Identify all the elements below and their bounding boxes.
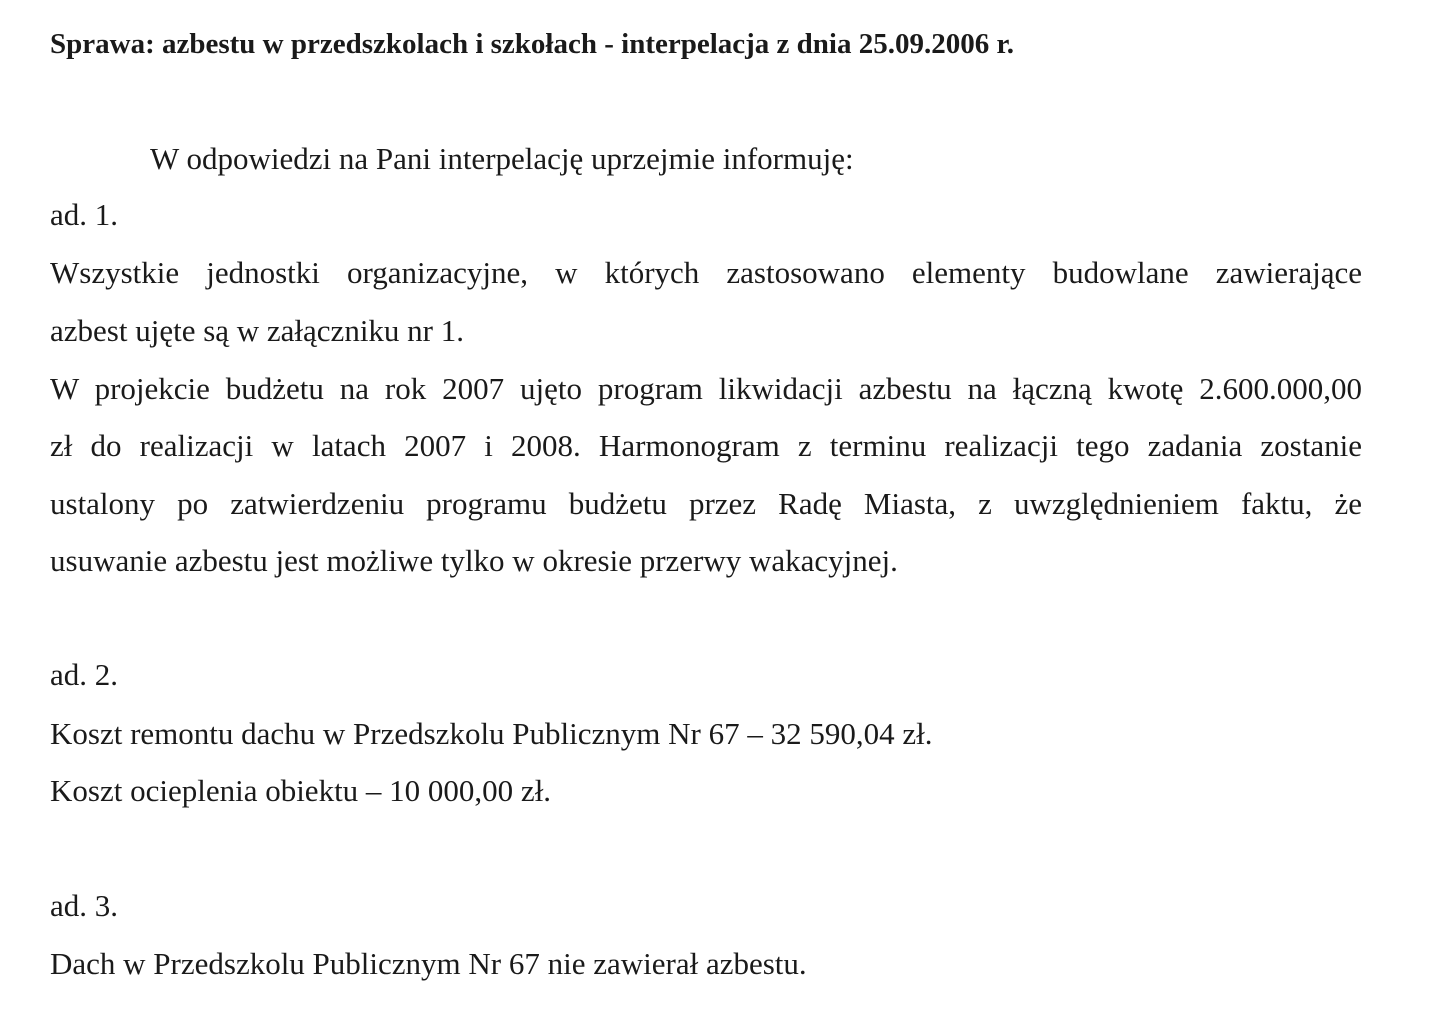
section-3-heading: ad. 3. [50,888,119,923]
section-1-line-4: zł do realizacji w latach 2007 i 2008. Harmonogram z terminu realizacji tego zadania zostanie [50,428,1362,463]
document-subject: Sprawa: azbestu w przedszkolach i szkołach - interpelacja z dnia 25.09.2006 r. [50,28,1014,60]
section-1-line-2: azbest ujęte są w załączniku nr 1. [50,313,465,348]
section-2-heading: ad. 2. [50,657,119,692]
section-3-line-1: Dach w Przedszkolu Publicznym Nr 67 nie zawierał azbestu. [50,946,807,981]
section-1-heading: ad. 1. [50,197,119,232]
section-1-line-3: W projekcie budżetu na rok 2007 ujęto program likwidacji azbestu na łączną kwotę 2.600.000,00 [50,371,1362,406]
intro-text: W odpowiedzi na Pani interpelację uprzejmie informuję: [150,141,854,176]
section-2-line-2: Koszt ocieplenia obiektu – 10 000,00 zł. [50,773,552,808]
section-1-line-6: usuwanie azbestu jest możliwe tylko w okresie przerwy wakacyjnej. [50,543,898,578]
section-1-line-5: ustalony po zatwierdzeniu programu budżetu przez Radę Miasta, z uwzględnieniem faktu, że [50,486,1362,521]
section-2-line-1: Koszt remontu dachu w Przedszkolu Publicznym Nr 67 – 32 590,04 zł. [50,716,933,751]
section-1-line-1: Wszystkie jednostki organizacyjne, w których zastosowano elementy budowlane zawierające [50,255,1362,290]
